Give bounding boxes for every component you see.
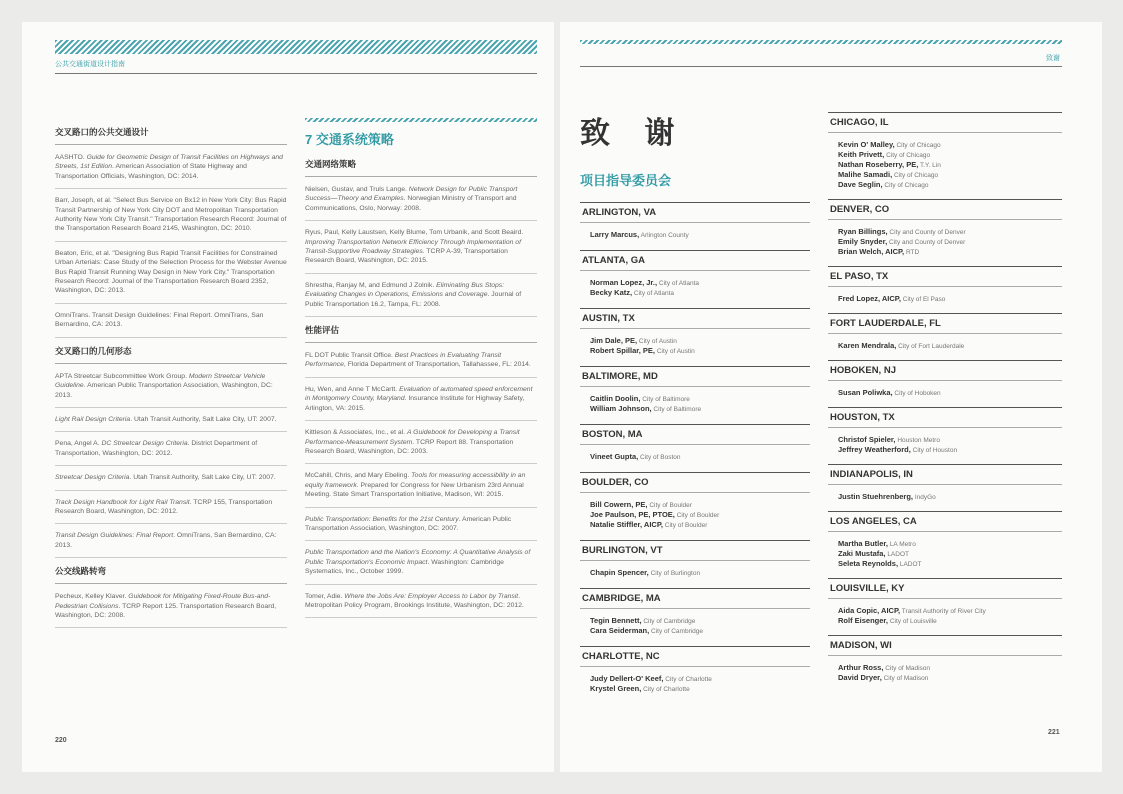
reference-text: AASHTO.	[55, 154, 87, 161]
member-list	[828, 334, 1062, 360]
left-page	[22, 22, 554, 772]
city-block	[828, 511, 1062, 578]
acknowledgements-column-1	[580, 202, 810, 704]
member-name: Norman Lopez, Jr.,	[590, 278, 658, 287]
member-name: Judy Dellert-O' Keef,	[590, 674, 664, 683]
reference-title: Public Transportation: Benefits for the 21st Century	[305, 515, 459, 523]
reference-entry	[55, 473, 287, 490]
reference-text: . TCRP Report 125. Transportation Research Board, Washington, DC: 2008.	[55, 602, 277, 619]
member-list	[580, 667, 810, 703]
chapter-hatch	[305, 118, 537, 122]
member-list	[828, 133, 1062, 199]
member-entry	[590, 288, 800, 298]
reference-title: Modern Streetcar Vehicle Guideline	[55, 372, 266, 390]
member-list	[828, 599, 1062, 635]
member-list	[828, 485, 1062, 511]
page-title: 致 谢	[580, 116, 687, 151]
reference-text: OmniTrans. Transit Design Guidelines: Final Report. OmniTrans, San Bernardino, CA: 2013.	[55, 311, 264, 329]
member-organization: LADOT	[885, 551, 909, 558]
member-entry	[838, 559, 1052, 569]
city-heading: CHARLOTTE, NC	[580, 646, 810, 667]
city-block	[580, 424, 810, 471]
city-block	[580, 646, 810, 703]
reference-text: . District Department of Transportation, Washington, DC: 2012.	[55, 440, 258, 457]
reference-title: A Guidebook for Developing a Transit Performance-Measurement System	[305, 429, 520, 446]
reference-text: , Florida Department of Transportation, Tallahassee, FL: 2014.	[343, 361, 531, 369]
member-organization: City of Cambridge	[641, 618, 696, 625]
member-entry	[838, 180, 1052, 190]
reference-entry	[55, 372, 287, 408]
reference-title: Improving Transportation Network Efficiency Through Implementation of Transit-Supportive Roadway Strategies	[305, 238, 521, 256]
member-organization: City of Atlanta	[632, 290, 675, 297]
running-head: 致谢	[1046, 55, 1060, 62]
member-entry	[590, 674, 800, 684]
member-organization: City of Boulder	[662, 522, 708, 529]
city-heading: FORT LAUDERDALE, FL	[828, 313, 1062, 334]
city-heading: BURLINGTON, VT	[580, 540, 810, 561]
member-organization: City of Boston	[638, 454, 681, 461]
member-entry	[838, 492, 1052, 502]
city-block	[828, 112, 1062, 199]
city-block	[580, 250, 810, 307]
reference-entry	[305, 471, 537, 507]
reference-text: Beaton, Eric, et al. "Designing Bus Rapid Transit Facilities for Constrained Urban Arterials: Case Study of the Selection Process for the Webster Avenue Bus Rapid Transit Running Way Design in New York City." Transportation Research Record: Journal of the Transportation Research Board 2352, Washington, DC: 2013.	[55, 249, 287, 295]
reference-text: Pena, Angel A.	[55, 440, 102, 448]
section-heading: 交通网络策略	[305, 158, 537, 177]
reference-text: . TCRP A-39, Transportation Research Board, Washington, DC: 2015.	[305, 248, 508, 265]
member-entry	[590, 336, 800, 346]
member-entry	[838, 539, 1052, 549]
member-name: Aida Copic, AICP,	[838, 606, 901, 615]
city-heading: HOBOKEN, NJ	[828, 360, 1062, 381]
city-heading: CAMBRIDGE, MA	[580, 588, 810, 609]
member-organization: City of Madison	[883, 665, 931, 672]
city-block	[828, 266, 1062, 313]
reference-text: . OmniTrans, San Bernardino, CA: 2013.	[55, 532, 277, 549]
city-heading: CHICAGO, IL	[828, 112, 1062, 133]
reference-title: Best Practices in Evaluating Transit Performance	[305, 352, 502, 369]
member-organization: Arlington County	[639, 232, 689, 239]
member-name: Dave Seglin,	[838, 180, 883, 189]
member-entry	[838, 170, 1052, 180]
member-name: Christof Spieler,	[838, 435, 896, 444]
member-name: Fred Lopez, AICP,	[838, 294, 901, 303]
city-block	[580, 202, 810, 249]
member-entry	[838, 663, 1052, 673]
reference-text: Barr, Joseph, et al. "Select Bus Service on Bx12 in New York City: Bus Rapid Transit Partnership of New York City DOT and Metropolitan Transportation Authority New York City Transit." Transportation Research Record: Journal of the Transportation Research Board 2145, Washington, DC: 2010.	[55, 197, 287, 233]
member-entry	[838, 435, 1052, 445]
header-hatch-bar	[580, 40, 1062, 44]
member-name: Larry Marcus,	[590, 230, 640, 239]
member-entry	[838, 445, 1052, 455]
member-list	[580, 329, 810, 365]
member-organization: City of Chicago	[894, 142, 941, 149]
member-organization: City of Chicago	[884, 152, 931, 159]
member-entry	[590, 616, 800, 626]
reference-text: . TCRP 155, Transportation Research Board, Washington, DC: 2012.	[55, 498, 273, 515]
member-organization: LADOT	[898, 561, 922, 568]
city-heading: EL PASO, TX	[828, 266, 1062, 287]
reference-entry	[55, 531, 287, 558]
reference-entry	[305, 228, 537, 274]
reference-text: Nielsen, Gustav, and Truls Lange.	[305, 186, 409, 193]
reference-text: . TCRP Report 88. Transportation Research Board, Washington, DC: 2003.	[305, 438, 514, 455]
reference-text: . American Public Transportation Association, Washington, DC: 2007.	[305, 515, 512, 532]
member-list	[580, 271, 810, 307]
member-name: Arthur Ross,	[838, 663, 884, 672]
member-entry	[590, 452, 800, 462]
reference-title: Evaluation of automated speed enforcement in Montgomery County, Maryland	[305, 385, 533, 403]
city-block	[828, 578, 1062, 635]
member-organization: City of Atlanta	[657, 280, 700, 287]
city-heading: BOULDER, CO	[580, 472, 810, 493]
member-entry	[838, 140, 1052, 150]
reference-text: . Washington: Cambridge Systematics, Inc., October 1999.	[305, 558, 504, 576]
member-organization: City of Baltimore	[651, 406, 702, 413]
member-list	[580, 445, 810, 471]
member-entry	[590, 510, 800, 520]
member-name: Justin Stuehrenberg,	[838, 492, 914, 501]
reference-entry	[305, 185, 537, 221]
reference-title: Track Design Handbook for Light Rail Transit	[55, 498, 190, 506]
member-organization: City of Fort Lauderdale	[896, 343, 965, 350]
member-name: Krystel Green,	[590, 684, 642, 693]
member-entry	[838, 227, 1052, 237]
city-heading: INDIANAPOLIS, IN	[828, 464, 1062, 485]
reference-entry	[305, 428, 537, 464]
member-list	[828, 656, 1062, 692]
reference-text: . Prepared for Congress for New Urbanism 23rd Annual Meeting. State Smart Transportation Initiative, Madison, WI: 2015.	[305, 481, 524, 499]
member-organization: City of Chicago	[892, 172, 939, 179]
reference-title: Eliminating Bus Stops: Evaluating Changes in Operations, Emissions and Coverage	[305, 281, 505, 299]
reference-text: . Utah Transit Authority, Salt Lake City, UT: 2007.	[129, 474, 276, 482]
member-name: Zaki Mustafa,	[838, 549, 886, 558]
page-number: 220	[55, 737, 67, 744]
reference-entry	[55, 439, 287, 466]
member-list	[828, 532, 1062, 578]
reference-text: Tomer, Adie.	[305, 592, 345, 600]
member-organization: City of Madison	[881, 675, 929, 682]
member-entry	[590, 346, 800, 356]
member-list	[580, 223, 810, 249]
member-entry	[838, 549, 1052, 559]
city-heading: DENVER, CO	[828, 199, 1062, 220]
member-name: Malihe Samadi,	[838, 170, 893, 179]
reference-title: Guide for Geometric Design of Transit Facilities on Highways and Streets, 1st Edition	[55, 154, 283, 171]
member-name: Chapin Spencer,	[590, 568, 649, 577]
city-heading: LOUISVILLE, KY	[828, 578, 1062, 599]
member-entry	[838, 616, 1052, 626]
section-heading: 性能评估	[305, 324, 537, 343]
city-block	[580, 588, 810, 645]
member-entry	[590, 230, 800, 240]
city-heading: BOSTON, MA	[580, 424, 810, 445]
reference-text: Ryus, Paul, Kelly Laustsen, Kelly Blume, Tom Urbanik, and Scott Beaird.	[305, 229, 524, 237]
member-name: Rolf Eisenger,	[838, 616, 889, 625]
member-entry	[590, 626, 800, 636]
city-block	[580, 472, 810, 539]
member-organization: City of Chicago	[882, 182, 929, 189]
reference-entry	[305, 548, 537, 584]
reference-title: Network Design for Public Transport Success—Theory and Examples	[305, 186, 518, 203]
right-page	[560, 22, 1102, 772]
reference-text: . Journal of Public Transportation 16.2, Tampa, FL: 2008.	[305, 291, 522, 308]
member-organization: City of Houston	[910, 447, 958, 454]
city-block	[828, 635, 1062, 692]
city-block	[580, 308, 810, 365]
city-block	[828, 313, 1062, 360]
member-organization: LA Metro	[888, 541, 916, 548]
reference-entry	[305, 351, 537, 378]
member-organization: RTD	[904, 249, 920, 256]
member-organization: City of El Paso	[900, 296, 946, 303]
member-entry	[838, 341, 1052, 351]
member-name: Robert Spillar, PE,	[590, 346, 656, 355]
reference-text: . American Public Transportation Association, Washington, DC: 2013.	[55, 382, 273, 399]
reference-text: . Insurance Institute for Highway Safety, Arlington, VA: 2015.	[305, 395, 525, 412]
city-block	[580, 366, 810, 423]
member-entry	[838, 237, 1052, 247]
section-heading: 交叉路口的公共交通设计	[55, 126, 287, 145]
member-organization: City of Burlington	[648, 570, 701, 577]
reference-title: Light Rail Design Criteria	[55, 415, 131, 423]
member-list	[828, 220, 1062, 266]
member-organization: Houston Metro	[895, 437, 940, 444]
member-list	[828, 287, 1062, 313]
page-number: 221	[1048, 729, 1060, 736]
header-hatch-bar	[55, 40, 537, 54]
member-entry	[590, 684, 800, 694]
member-name: Nathan Roseberry, PE,	[838, 160, 919, 169]
member-entry	[590, 394, 800, 404]
acknowledgements-column-2	[828, 112, 1062, 692]
member-name: Seleta Reynolds,	[838, 559, 899, 568]
reference-text: . Norwegian Ministry of Transport and Communications, Oslo, Norway: 2008.	[305, 195, 517, 212]
reference-text: Shrestha, Ranjay M, and Edmund J Zolnik.	[305, 281, 437, 289]
member-entry	[838, 388, 1052, 398]
member-name: Keith Privett,	[838, 150, 885, 159]
member-name: Natalie Stiffler, AICP,	[590, 520, 663, 529]
member-list	[580, 609, 810, 645]
reference-entry	[305, 515, 537, 542]
section-heading: 公交线路转弯	[55, 565, 287, 584]
city-heading: AUSTIN, TX	[580, 308, 810, 329]
member-organization: Transit Authority of River City	[900, 608, 986, 615]
member-name: Tegin Bennett,	[590, 616, 642, 625]
reference-entry	[55, 249, 287, 304]
city-block	[828, 407, 1062, 464]
reference-entry	[55, 311, 287, 338]
reference-text: APTA Streetcar Subcommittee Work Group.	[55, 372, 189, 380]
reference-entry	[55, 415, 287, 432]
member-entry	[838, 247, 1052, 257]
city-block	[580, 540, 810, 587]
reference-text: FL DOT Public Transit Office.	[305, 352, 395, 360]
member-name: Emily Snyder,	[838, 237, 888, 246]
city-heading: MADISON, WI	[828, 635, 1062, 656]
header-rule	[55, 73, 537, 74]
member-entry	[838, 160, 1052, 170]
member-entry	[590, 278, 800, 288]
reference-entry	[55, 196, 287, 242]
reference-text: Pecheux, Kelley Klaver.	[55, 593, 129, 601]
member-organization: City and County of Denver	[887, 229, 966, 236]
reference-text: . Utah Transit Authority, Salt Lake City, UT: 2007.	[130, 415, 277, 423]
member-name: Ryan Billings,	[838, 227, 888, 236]
references-column-2	[305, 118, 537, 625]
member-entry	[838, 606, 1052, 616]
reference-text: . Metropolitan Policy Program, Brookings Institute, Washington, DC: 2012.	[305, 592, 524, 609]
references-column-1	[55, 120, 287, 635]
member-name: Susan Poliwka,	[838, 388, 893, 397]
reference-title: Where the Jobs Are: Employer Access to Labor by Transit	[344, 592, 519, 600]
member-entry	[590, 404, 800, 414]
reference-title: Transit Design Guidelines: Final Report	[55, 532, 174, 540]
member-name: Karen Mendrala,	[838, 341, 897, 350]
reference-entry	[305, 281, 537, 317]
city-heading: LOS ANGELES, CA	[828, 511, 1062, 532]
member-list	[828, 428, 1062, 464]
member-entry	[838, 150, 1052, 160]
reference-title: Public Transportation and the Nation's Economy: A Quantitative Analysis of Public Transportation's Economic Impact	[305, 549, 531, 566]
section-heading: 交叉路口的几何形态	[55, 345, 287, 364]
reference-title: Guidebook for Mitigating Fixed-Route Bus-and-Pedestrian Collisions	[55, 593, 271, 610]
header-rule	[580, 66, 1062, 67]
reference-entry	[305, 385, 537, 421]
member-name: Jim Dale, PE,	[590, 336, 638, 345]
member-name: Martha Butler,	[838, 539, 889, 548]
member-name: Vineet Gupta,	[590, 452, 639, 461]
member-organization: City of Louisville	[888, 618, 937, 625]
member-name: Bill Cowern, PE,	[590, 500, 648, 509]
reference-text: Kittleson & Associates, Inc., et al.	[305, 429, 408, 437]
member-name: William Johnson,	[590, 404, 652, 413]
city-heading: BALTIMORE, MD	[580, 366, 810, 387]
member-organization: IndyGo	[913, 494, 936, 501]
member-name: Jeffrey Weatherford,	[838, 445, 911, 454]
reference-title: DC Streetcar Design Criteria	[101, 440, 188, 448]
member-organization: T.Y. Lin	[918, 162, 941, 169]
member-name: Joe Paulson, PE, PTOE,	[590, 510, 675, 519]
member-list	[580, 387, 810, 423]
reference-entry	[55, 498, 287, 525]
running-head: 公共交通街道设计指南	[55, 61, 125, 68]
city-heading: ARLINGTON, VA	[580, 202, 810, 223]
member-entry	[590, 500, 800, 510]
member-list	[828, 381, 1062, 407]
member-entry	[838, 673, 1052, 683]
member-entry	[590, 520, 800, 530]
city-block	[828, 360, 1062, 407]
member-name: Brian Welch, AICP,	[838, 247, 905, 256]
reference-text: Hu, Wen, and Anne T McCartt.	[305, 385, 400, 393]
reference-entry	[305, 592, 537, 619]
member-list	[580, 493, 810, 539]
city-block	[828, 199, 1062, 266]
member-organization: City of Charlotte	[663, 676, 712, 683]
committee-heading: 项目指导委员会	[580, 173, 672, 188]
member-name: Becky Katz,	[590, 288, 633, 297]
reference-text: McCahill, Chris, and Mary Ebeling.	[305, 472, 412, 480]
reference-entry	[55, 153, 287, 189]
member-name: David Dryer,	[838, 673, 882, 682]
member-organization: City of Baltimore	[640, 396, 690, 403]
reference-title: Streetcar Design Criteria	[55, 474, 130, 482]
reference-text: . American Association of State Highway and Transportation Officials, Washington, DC: 2014.	[55, 163, 247, 180]
member-name: Cara Seiderman,	[590, 626, 650, 635]
member-organization: City of Charlotte	[641, 686, 690, 693]
member-name: Kevin O' Malley,	[838, 140, 895, 149]
city-block	[828, 464, 1062, 511]
member-organization: City of Boulder	[647, 502, 692, 509]
member-organization: City of Boulder	[674, 512, 720, 519]
reference-entry	[55, 592, 287, 628]
member-organization: City of Austin	[637, 338, 677, 345]
member-organization: City of Hoboken	[892, 390, 941, 397]
member-organization: City and County of Denver	[887, 239, 966, 246]
member-entry	[838, 294, 1052, 304]
member-entry	[590, 568, 800, 578]
member-name: Caitlin Doolin,	[590, 394, 641, 403]
member-organization: City of Austin	[655, 348, 695, 355]
member-list	[580, 561, 810, 587]
member-organization: City of Cambridge	[649, 628, 704, 635]
reference-title: Tools for measuring accessibility in an equity framework	[305, 472, 526, 489]
city-heading: HOUSTON, TX	[828, 407, 1062, 428]
city-heading: ATLANTA, GA	[580, 250, 810, 271]
chapter-title: 7 交通系统策略	[305, 132, 394, 147]
